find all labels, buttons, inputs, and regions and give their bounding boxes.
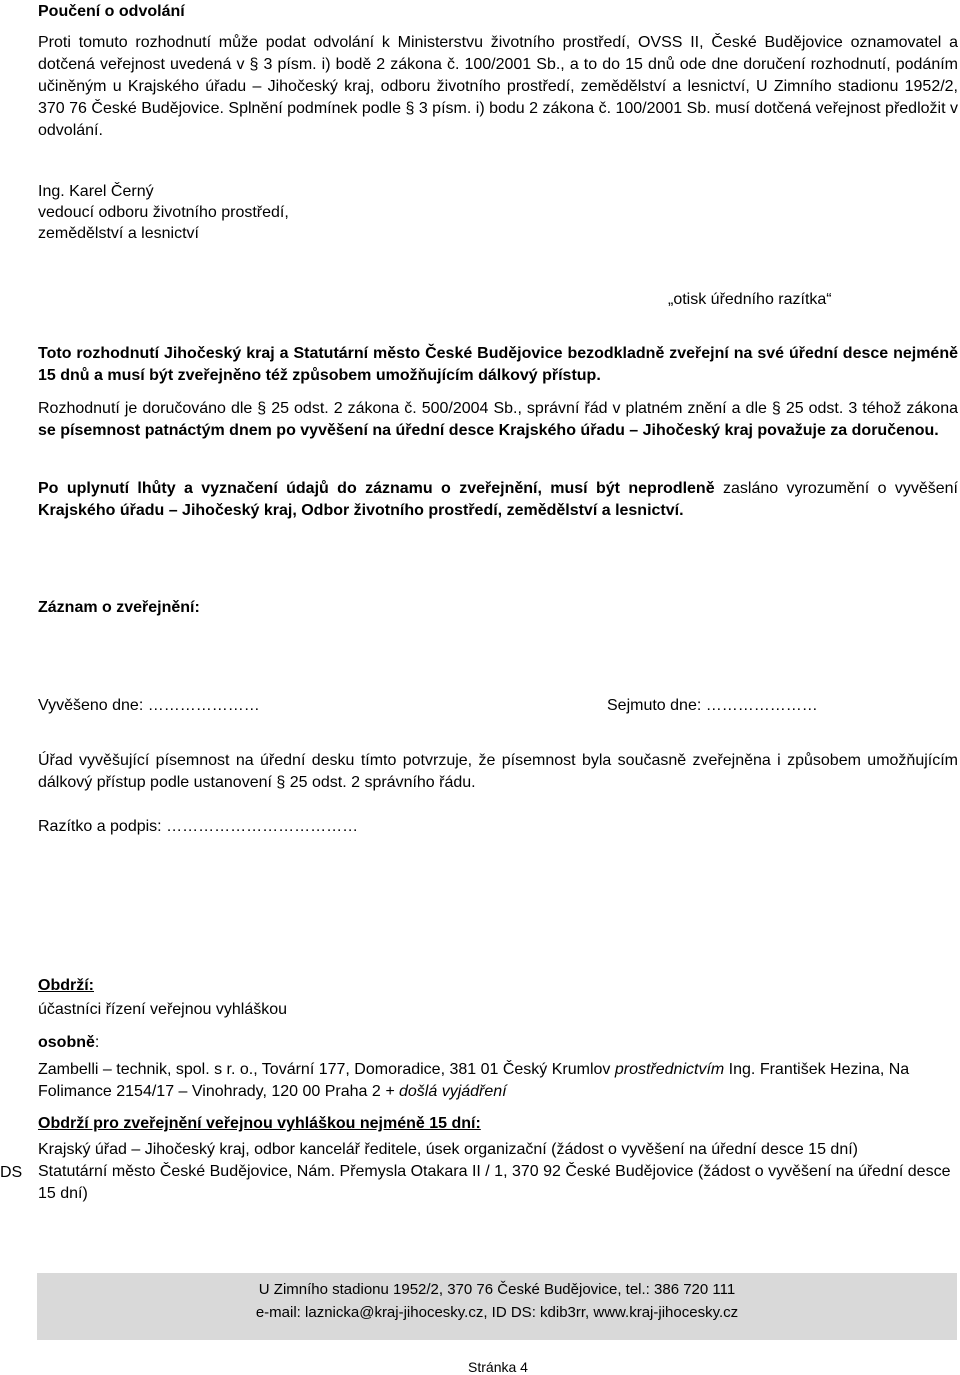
personal-recipient-agent: Ing. František Hezina, Na Folimance 2154/17 – Vinohrady, 120 00 Praha 2 (38, 1061, 910, 1100)
notification-bold-2: Krajského úřadu – Jihočeský kraj, Odbor životního prostředí, zemědělství a lesnictví. (38, 502, 684, 519)
signatory-role-2: zemědělství a lesnictví (38, 225, 199, 242)
signatory-block (38, 181, 289, 244)
delivery-paragraph (38, 398, 958, 442)
appeal-paragraph: Proti tomuto rozhodnutí může podat odvolání k Ministerstvu životního prostředí, OVSS II, České Budějovice oznamovatel a dotčená veřejnost uvedená v § 3 písm. i) bodě 2 zákona č. 100/2001 Sb., a to do 15 dnů ode dne doručení rozhodnutí, podáním učiněným u Krajského úřadu – Jihočeský kraj, odboru životního prostředí, zemědělství a lesnictví, U Zimního stadionu 1952/2, 370 76 České Budějovice. Splnění podmínek podle § 3 písm. i) bodu 2 zákona č. 100/2001 Sb. musí dotčená veřejnost předložit v odvolání. (38, 34, 958, 139)
personal-recipients (38, 1059, 958, 1103)
publication-notice: Toto rozhodnutí Jihočeský kraj a Statutární město České Budějovice bezodkladně zveřejní na své úřední desce nejméně 15 dnů a musí být zveřejněno též způsobem umožňujícím dálkový přístup. (38, 345, 958, 384)
appeal-heading: Poučení o odvolání (38, 3, 185, 20)
notification-paragraph (38, 478, 958, 522)
recipients-heading: Obdrží: (38, 977, 94, 994)
personal-label-text: osobně (38, 1034, 95, 1051)
removed-date-field: Sejmuto dne: ………………… (607, 697, 818, 714)
posted-date-field: Vyvěšeno dne: ………………… (38, 697, 260, 714)
signature-field: Razítko a podpis: ……………………………… (38, 818, 359, 835)
record-heading: Záznam o zveřejnění: (38, 599, 200, 616)
footer-address: U Zimního stadionu 1952/2, 370 76 České Budějovice, tel.: 386 720 111 (258, 1281, 736, 1298)
signatory-role-1: vedoucí odboru životního prostředí, (38, 204, 289, 221)
public-notice-recipients: účastníci řízení veřejnou vyhláškou (38, 1001, 288, 1018)
signatory-name: Ing. Karel Černý (38, 183, 154, 200)
footer-address-bar (37, 1273, 957, 1340)
footer-contacts: e-mail: laznicka@kraj-jihocesky.cz, ID DS: kdib3rr, www.kraj-jihocesky.cz (255, 1304, 739, 1321)
delivery-bold: se písemnost patnáctým dnem po vyvěšení na úřední desce Krajského úřadu – Jihočeský kraj považuje za doručenou. (38, 422, 939, 439)
page-number: Stránka 4 (468, 1359, 528, 1375)
stamp-placeholder: „otisk úředního razítka“ (668, 291, 832, 308)
personal-label (38, 1033, 99, 1053)
publish-recipients-list (38, 1139, 958, 1205)
personal-recipient-company: Zambelli – technik, spol. s r. o., Tovární 177, Domoradice, 381 01 Český Krumlov (38, 1061, 615, 1078)
notification-text: zasláno vyrozumění o vyvěšení (714, 480, 958, 497)
publish-recipient-city: Statutární město České Budějovice, Nám. Přemysla Otakara II / 1, 370 92 České Budějovice (žádost o vyvěšení na úřední desce 15 dní) (38, 1163, 951, 1202)
personal-recipient-note: + došlá vyjádření (385, 1083, 507, 1100)
publish-recipients-heading: Obdrží pro zveřejnění veřejnou vyhláškou nejméně 15 dní: (38, 1115, 481, 1132)
notification-bold-1: Po uplynutí lhůty a vyznačení údajů do záznamu o zveřejnění, musí být neprodleně (38, 480, 715, 497)
delivery-text: Rozhodnutí je doručováno dle § 25 odst. 2 zákona č. 500/2004 Sb., správní řád v platném znění a dle § 25 odst. 3 téhož zákona (38, 400, 958, 417)
publish-recipient-region: Krajský úřad – Jihočeský kraj, odbor kancelář ředitele, úsek organizační (žádost o vyvěšení na úřední desce 15 dní) (38, 1141, 858, 1158)
personal-recipient-via: prostřednictvím (614, 1061, 725, 1078)
ds-mark: DS (0, 1164, 23, 1181)
personal-label-colon: : (94, 1034, 100, 1051)
confirmation-paragraph: Úřad vyvěšující písemnost na úřední desku tímto potvrzuje, že písemnost byla současně zveřejněna i způsobem umožňujícím dálkový přístup podle ustanovení § 25 odst. 2 správního řádu. (38, 752, 958, 791)
